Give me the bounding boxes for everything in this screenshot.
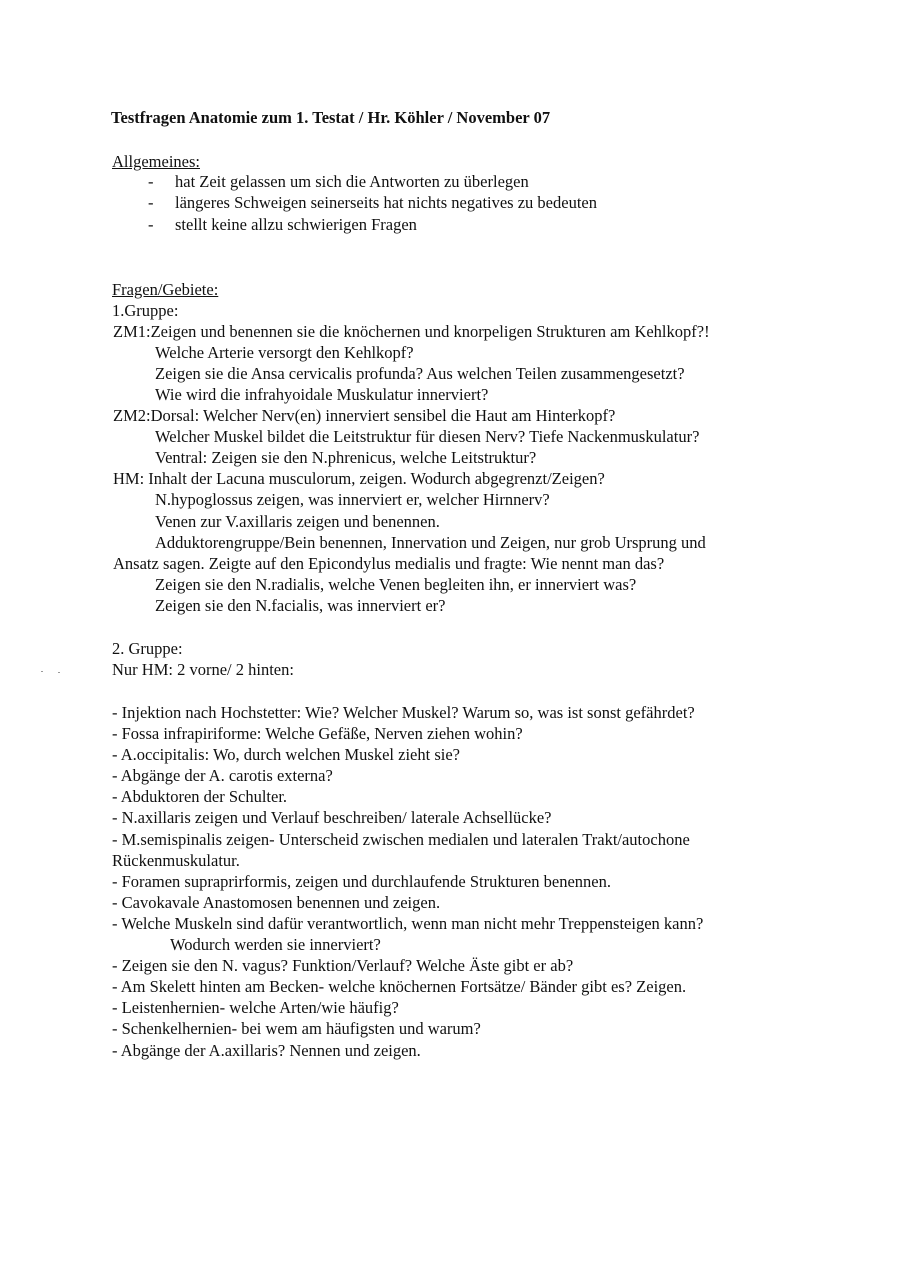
question-line: Rückenmuskulatur. [112,851,240,870]
question-line: - Welche Muskeln sind dafür verantwortlich, wenn man nicht mehr Treppensteigen kann? [112,914,704,933]
section-heading-questions: Fragen/Gebiete: [112,280,219,299]
bullet-dash: - [148,215,154,234]
scan-speck [58,672,60,673]
question-line: - Am Skelett hinten am Becken- welche knöchernen Fortsätze/ Bänder gibt es? Zeigen. [112,977,687,996]
question-line: - Abgänge der A. carotis externa? [112,766,333,785]
question-line: Ventral: Zeigen sie den N.phrenicus, welche Leitstruktur? [155,448,537,467]
question-line: Wodurch werden sie innerviert? [170,935,381,954]
bullet-dash: - [148,193,154,212]
question-line: Venen zur V.axillaris zeigen und benennen. [155,512,440,531]
question-line: Zeigen sie den N.facialis, was innerviert er? [155,596,446,615]
question-line: ZM1:Zeigen und benennen sie die knöchernen und knorpeligen Strukturen am Kehlkopf?! [113,322,710,341]
general-item: längeres Schweigen seinerseits hat nichts negatives zu bedeuten [175,193,597,212]
question-line: - Abgänge der A.axillaris? Nennen und zeigen. [112,1041,421,1060]
question-line: - A.occipitalis: Wo, durch welchen Muskel zieht sie? [112,745,460,764]
question-line: - Fossa infrapiriforme: Welche Gefäße, Nerven ziehen wohin? [112,724,523,743]
question-line: Welcher Muskel bildet die Leitstruktur für diesen Nerv? Tiefe Nackenmuskulatur? [155,427,700,446]
question-line: - M.semispinalis zeigen- Unterscheid zwischen medialen und lateralen Trakt/autochone [112,830,690,849]
question-line: Wie wird die infrahyoidale Muskulatur innerviert? [155,385,489,404]
question-line: HM: Inhalt der Lacuna musculorum, zeigen. Wodurch abgegrenzt/Zeigen? [113,469,605,488]
question-line: ZM2:Dorsal: Welcher Nerv(en) innerviert sensibel die Haut am Hinterkopf? [113,406,616,425]
question-line: - Leistenhernien- welche Arten/wie häufig? [112,998,399,1017]
bullet-dash: - [148,172,154,191]
question-line: - Cavokavale Anastomosen benennen und zeigen. [112,893,441,912]
question-line: Zeigen sie den N.radialis, welche Venen begleiten ihn, er innerviert was? [155,575,637,594]
scan-speck [41,671,43,672]
question-line: - N.axillaris zeigen und Verlauf beschreiben/ laterale Achsellücke? [112,808,552,827]
question-line: - Zeigen sie den N. vagus? Funktion/Verlauf? Welche Äste gibt er ab? [112,956,574,975]
question-line: Ansatz sagen. Zeigte auf den Epicondylus medialis und fragte: Wie nennt man das? [113,554,665,573]
general-item: stellt keine allzu schwierigen Fragen [175,215,417,234]
question-line: - Foramen supraprirformis, zeigen und durchlaufende Strukturen benennen. [112,872,611,891]
question-line: Adduktorengruppe/Bein benennen, Innervation und Zeigen, nur grob Ursprung und [155,533,706,552]
question-line: - Abduktoren der Schulter. [112,787,288,806]
question-line: - Schenkelhernien- bei wem am häufigsten und warum? [112,1019,481,1038]
document-title: Testfragen Anatomie zum 1. Testat / Hr. Köhler / November 07 [111,108,551,127]
general-item: hat Zeit gelassen um sich die Antworten zu überlegen [175,172,529,191]
group-label: 1.Gruppe: [112,301,179,320]
group-subtitle: Nur HM: 2 vorne/ 2 hinten: [112,660,294,679]
question-line: Welche Arterie versorgt den Kehlkopf? [155,343,414,362]
group-label: 2. Gruppe: [112,639,183,658]
section-heading-general: Allgemeines: [112,152,200,171]
question-line: N.hypoglossus zeigen, was innerviert er, welcher Hirnnerv? [155,490,550,509]
question-line: Zeigen sie die Ansa cervicalis profunda? Aus welchen Teilen zusammengesetzt? [155,364,685,383]
question-line: - Injektion nach Hochstetter: Wie? Welcher Muskel? Warum so, was ist sonst gefährdet? [112,703,695,722]
